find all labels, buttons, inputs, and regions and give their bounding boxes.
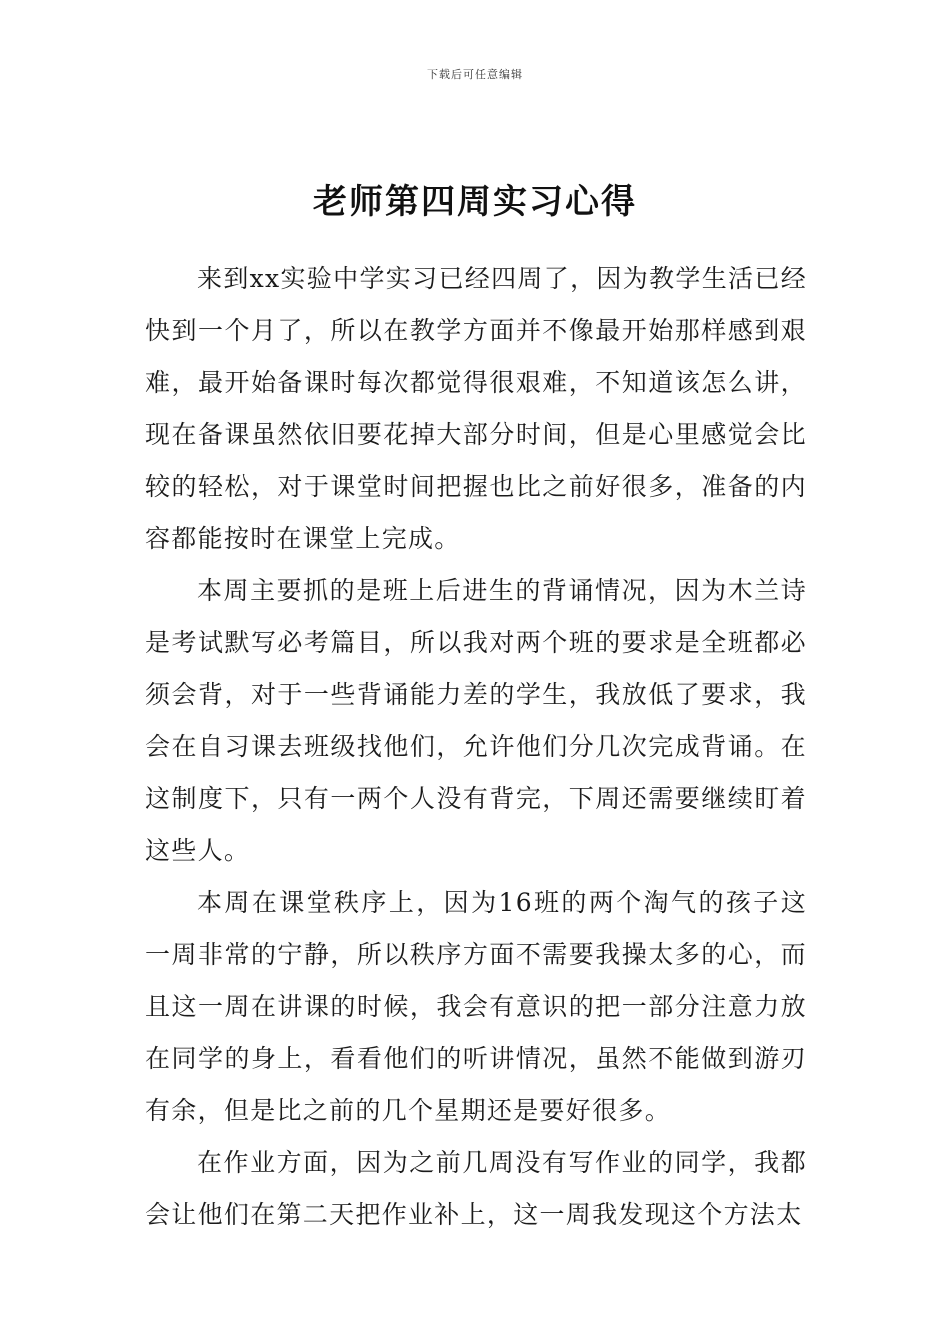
document-title: 老师第四周实习心得 bbox=[313, 182, 637, 222]
document-body bbox=[145, 253, 807, 1241]
paragraph-3: 本周在课堂秩序上，因为16班的两个淘气的孩子这一周非常的宁静，所以秩序方面不需要我操太多的心，而且这一周在讲课的时候，我会有意识的把一部分注意力放在同学的身上，看看他们的听讲情况，虽然不能做到游刃有余，但是比之前的几个星期还是要好很多。 bbox=[145, 888, 807, 1125]
paragraph-1: 来到xx实验中学实习已经四周了，因为教学生活已经快到一个月了，所以在教学方面并不像最开始那样感到艰难，最开始备课时每次都觉得很艰难，不知道该怎么讲，现在备课虽然依旧要花掉大部分时间，但是心里感觉会比较的轻松，对于课堂时间把握也比之前好很多，准备的内容都能按时在课堂上完成。 bbox=[145, 264, 807, 553]
paragraph-4: 在作业方面，因为之前几周没有写作业的同学，我都会让他们在第二天把作业补上，这一周我发现这个方法太 bbox=[145, 1148, 807, 1229]
header-note: 下载后可任意编辑 bbox=[427, 68, 523, 81]
paragraph-2: 本周主要抓的是班上后进生的背诵情况，因为木兰诗是考试默写必考篇目，所以我对两个班的要求是全班都必须会背，对于一些背诵能力差的学生，我放低了要求，我会在自习课去班级找他们，允许他们分几次完成背诵。在这制度下，只有一两个人没有背完，下周还需要继续盯着这些人。 bbox=[145, 576, 807, 865]
